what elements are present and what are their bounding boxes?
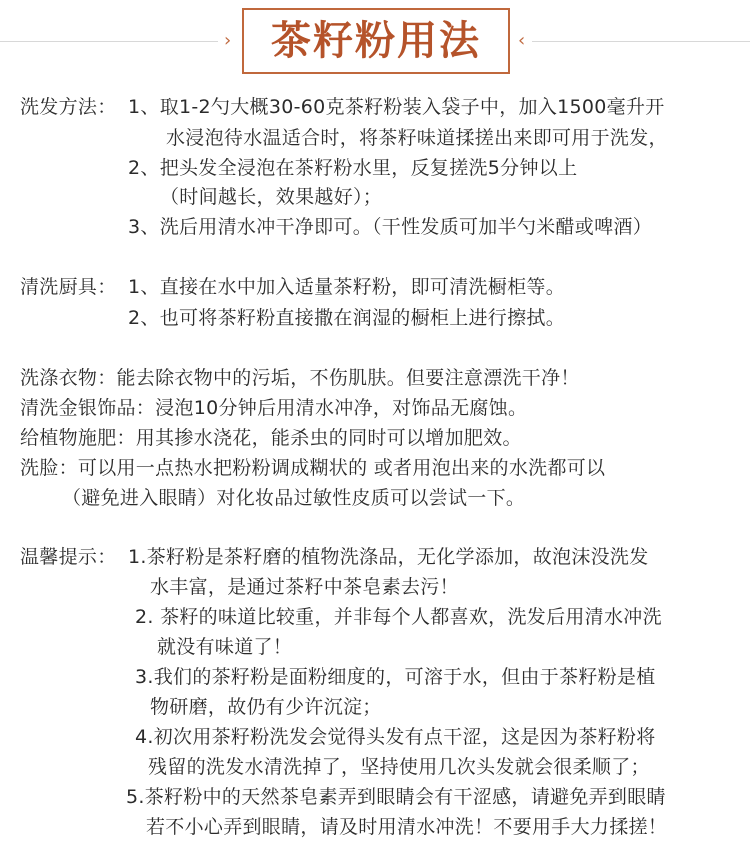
list-item: 清洗金银饰品：浸泡10分钟后用清水冲净，对饰品无腐蚀。 <box>20 397 528 419</box>
list-item: 水浸泡待水温适合时，将茶籽味道揉搓出来即可用于洗发， <box>166 127 668 149</box>
list-item: 3、洗后用清水冲干净即可。（干性发质可加半勺米醋或啤酒） <box>128 216 652 238</box>
list-item: 水丰富，是通过茶籽中茶皂素去污！ <box>150 576 459 598</box>
chevron-left-icon: › <box>224 30 232 51</box>
list-item: 若不小心弄到眼睛，请及时用清水冲洗！不要用手大力揉搓！ <box>146 816 668 838</box>
list-item: （时间越长，效果越好）； <box>160 186 383 208</box>
chevron-right-icon: ‹ <box>518 30 526 51</box>
list-item: 1.茶籽粉是茶籽磨的植物洗涤品，无化学添加，故泡沫没洗发 <box>128 546 649 568</box>
list-item: 就没有味道了！ <box>157 636 293 658</box>
list-item: 洗涤衣物：能去除衣物中的污垢，不伤肌肤。但要注意漂洗干净！ <box>20 367 580 389</box>
list-item: 1、直接在水中加入适量茶籽粉，即可清洗橱柜等。 <box>128 276 565 298</box>
section-label: 清洗厨具： <box>20 276 117 298</box>
list-item: 物研磨，故仍有少许沉淀； <box>150 696 382 718</box>
list-item: 3.我们的茶籽粉是面粉细度的，可溶于水，但由于茶籽粉是植 <box>135 666 656 688</box>
list-item: 2、也可将茶籽粉直接撒在润湿的橱柜上进行擦拭。 <box>128 307 565 329</box>
section-label: 温馨提示： <box>20 546 117 568</box>
list-item: 残留的洗发水清洗掉了，坚持使用几次头发就会很柔顺了； <box>148 756 650 778</box>
header <box>0 0 750 86</box>
list-item: 给植物施肥：用其掺水浇花，能杀虫的同时可以增加肥效。 <box>20 427 522 449</box>
section-label: 洗发方法： <box>20 96 117 118</box>
list-item: 洗脸：可以用一点热水把粉粉调成糊状的 或者用泡出来的水洗都可以 <box>20 457 606 479</box>
page-title: 茶籽粉用法 <box>242 8 510 74</box>
divider-left <box>0 41 218 42</box>
list-item: 2、把头发全浸泡在茶籽粉水里，反复搓洗5分钟以上 <box>128 157 578 179</box>
list-item: 2. 茶籽的味道比较重，并非每个人都喜欢，洗发后用清水冲洗 <box>135 606 662 628</box>
list-item: 5.茶籽粉中的天然茶皂素弄到眼睛会有干涩感，请避免弄到眼睛 <box>126 786 666 808</box>
list-item: 4.初次用茶籽粉洗发会觉得头发有点干涩，这是因为茶籽粉将 <box>135 726 656 748</box>
list-item: （避免进入眼睛）对化妆品过敏性皮质可以尝试一下。 <box>62 487 526 509</box>
list-item: 1、取1-2勺大概30-60克茶籽粉装入袋子中，加入1500毫升开 <box>128 96 665 118</box>
divider-right <box>532 41 750 42</box>
